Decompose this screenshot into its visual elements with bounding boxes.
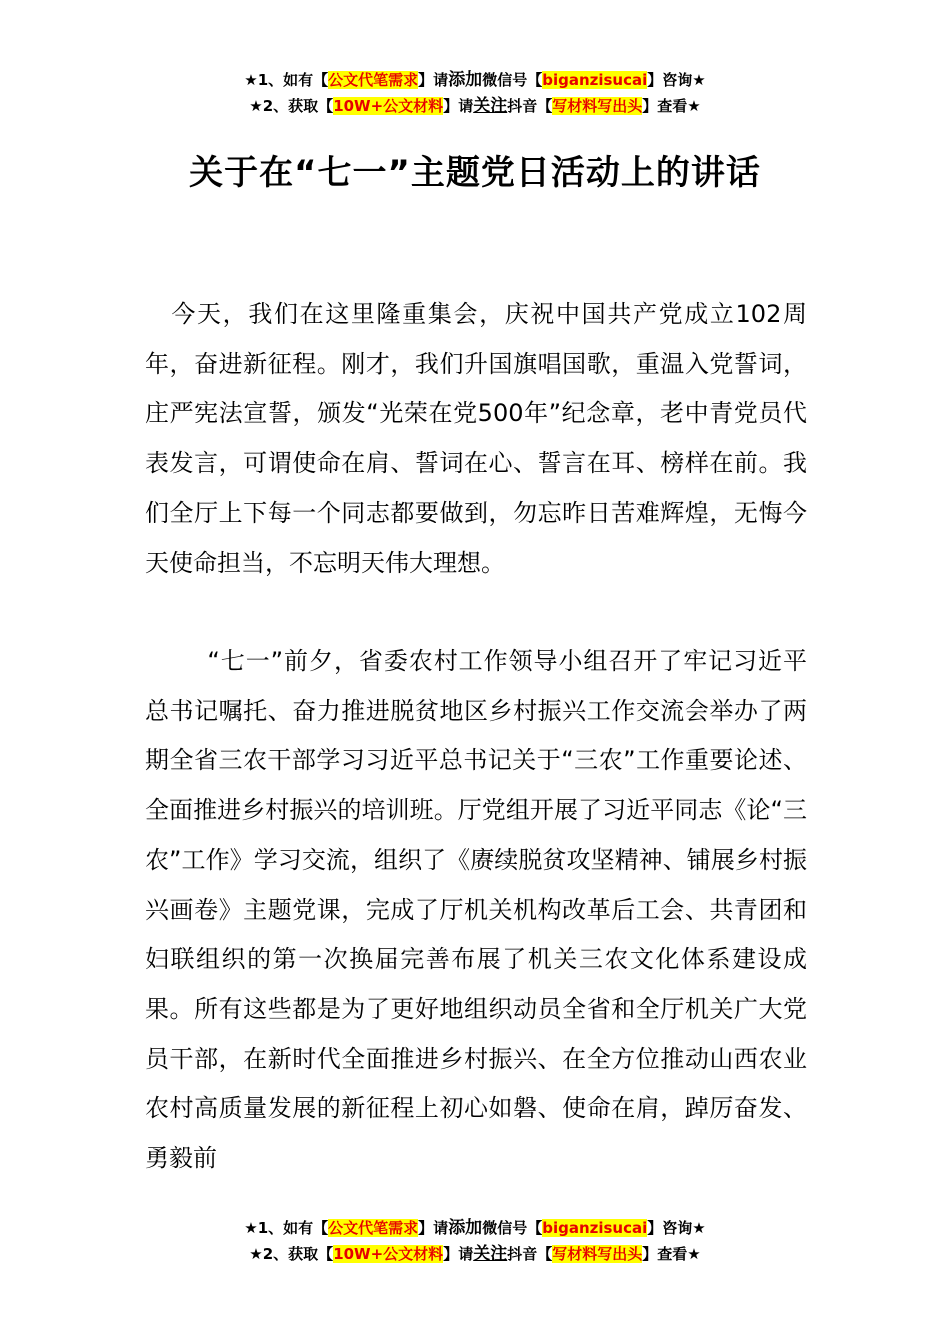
header-notice <box>0 67 950 119</box>
paragraph-text: 今天，我们在这里隆重集会，庆祝中国共产党成立102周年，奋进新征程。刚才，我们升国旗唱国歌，重温入党誓词，庄严宪法宣誓，颁发“光荣在党500年”纪念章，老中青党员代表发言，可谓使命在肩、誓词在心、誓言在耳、榜样在前。我们全厅上下每一个同志都要做到，勿忘昨日苦难辉煌，无悔今天使命担当，不忘明天伟大理想。 <box>145 300 807 577</box>
service-tag: 公文代笔需求 <box>328 71 419 89</box>
douyin-account-tag: 写材料写出头 <box>552 1245 643 1263</box>
service-tag: 公文代笔需求 <box>328 1219 419 1237</box>
notice-line-1: ★1、如有【公文代笔需求】请添加微信号【biganzisucai】咨询★ <box>244 1218 706 1238</box>
notice-line-2: ★2、获取【10W+公文材料】请关注抖音【写材料写出头】查看★ <box>249 1244 701 1264</box>
footer-notice <box>0 1215 950 1267</box>
material-tag: 10W+公文材料 <box>333 97 444 115</box>
material-tag: 10W+公文材料 <box>333 1245 444 1263</box>
douyin-account-tag: 写材料写出头 <box>552 97 643 115</box>
notice-line-1: ★1、如有【公文代笔需求】请添加微信号【biganzisucai】咨询★ <box>244 70 706 90</box>
document-title: 关于在“七一”主题党日活动上的讲话 <box>189 153 761 193</box>
paragraph-1 <box>145 290 807 588</box>
notice-line-2: ★2、获取【10W+公文材料】请关注抖音【写材料写出头】查看★ <box>249 96 701 116</box>
paragraph-2 <box>145 637 807 1184</box>
paragraph-text: “七一”前夕，省委农村工作领导小组召开了牢记习近平总书记嘱托、奋力推进脱贫地区乡村振兴工作交流会举办了两期全省三农干部学习习近平总书记关于“三农”工作重要论述、全面推进乡村振兴的培训班。厅党组开展了习近平同志《论“三农”工作》学习交流，组织了《赓续脱贫攻坚精神、铺展乡村振兴画卷》主题党课，完成了厅机关机构改革后工会、共青团和妇联组织的第一次换届完善布展了机关三农文化体系建设成果。所有这些都是为了更好地组织动员全省和全厅机关广大党员干部，在新时代全面推进乡村振兴、在全方位推动山西农业农村高质量发展的新征程上初心如磐、使命在肩，踔厉奋发、勇毅前 <box>145 647 807 1173</box>
wechat-id-tag: biganzisucai <box>542 71 648 89</box>
wechat-id-tag: biganzisucai <box>542 1219 648 1237</box>
